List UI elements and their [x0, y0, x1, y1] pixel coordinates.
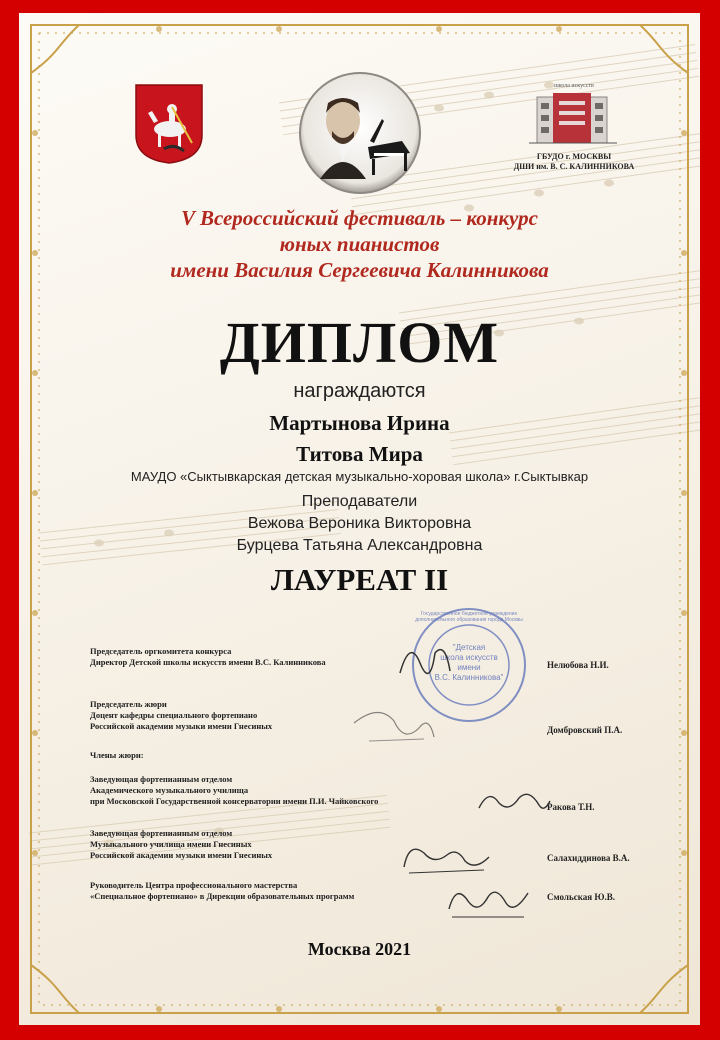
signature-role-line: Российской академии музыки имени Гнесиных — [90, 721, 273, 731]
school-logo-small-text: школа искусств — [554, 83, 594, 89]
signature-block-smolskaya — [90, 880, 354, 902]
school-logo — [509, 81, 639, 181]
signature-role-line: Заведующая фортепианным отделом — [90, 828, 233, 838]
stamp-inner-line3: имени — [457, 663, 481, 672]
signature-role-line: Российской академии музыки имени Гнесиных — [90, 850, 273, 860]
signature-block-organizer — [90, 646, 326, 668]
signature-block-rakova — [90, 774, 378, 807]
teacher-2: Бурцева Татьяна Александровна — [236, 537, 483, 554]
signature-block-salakhiddinova — [90, 828, 272, 861]
jury-members-text: Члены жюри: — [90, 750, 144, 760]
signature-role-line: Председатель оргкомитета конкурса — [90, 646, 232, 656]
award-title: ЛАУРЕАТ II — [270, 562, 449, 597]
handwritten-signature-3 — [474, 783, 554, 823]
composer-portrait-medallion — [298, 71, 422, 195]
signature-role-line: Председатель жюри — [90, 699, 167, 709]
signature-role-line: при Московской Государственной консерватории имени П.И. Чайковского — [90, 796, 379, 806]
handwritten-signature-5 — [444, 879, 534, 924]
signature-role-line: Директор Детской школы искусств имени В.С. Калинникова — [90, 657, 326, 667]
institution: МАУДО «Сыктывкарская детская музыкально-хоровая школа» г.Сыктывкар — [130, 469, 589, 484]
signature-name-smolskaya: Смольская Ю.В. — [547, 892, 616, 902]
school-logo-full: ДШИ им. В. С. КАЛИННИКОВА — [513, 162, 635, 171]
teacher-1: Вежова Вероника Викторовна — [247, 515, 472, 532]
stamp-inner-line1: "Детская — [452, 643, 486, 652]
awarded-text: награждаются — [293, 380, 426, 402]
signature-role-line: Академического музыкального училища — [90, 785, 249, 795]
school-logo-name: ГБУДО г. МОСКВЫ — [536, 152, 612, 161]
stamp-outer-text: Государственное бюджетное учреждение дополнительного образования города Москвы — [415, 611, 523, 623]
handwritten-signature-4 — [399, 835, 494, 880]
signature-role-line: Руководитель Центра профессионального мастерства — [90, 880, 298, 890]
signature-name-salakhiddinova: Салахиддинова В.А. — [547, 853, 630, 863]
diploma-title: ДИПЛОМ — [219, 310, 500, 375]
winner-name-1: Мартынова Ирина — [269, 411, 450, 435]
winner-name-2: Титова Мира — [296, 442, 423, 466]
handwritten-signature-2 — [349, 703, 439, 753]
city-year: Москва 2021 — [307, 939, 412, 959]
signature-name-nelyubova: Нелюбова Н.И. — [547, 660, 609, 670]
festival-title-line1: V Всероссийский фестиваль – конкурс — [181, 206, 538, 230]
stamp-inner-line4: В.С. Калинникова" — [434, 673, 504, 682]
signature-role-line: Заведующая фортепианным отделом — [90, 774, 233, 784]
stamp-inner-line2: школа искусств — [440, 653, 498, 662]
signature-role-line: «Специальное фортепиано» в Дирекции образовательных программ — [90, 891, 355, 901]
signature-role-line: Доцент кафедры специального фортепиано — [90, 710, 258, 720]
festival-title-line2: юных пианистов — [279, 232, 440, 256]
signature-block-jury-chair — [90, 699, 272, 732]
diploma-sheet — [19, 13, 700, 1025]
teachers-label: Преподаватели — [301, 493, 418, 510]
moscow-coat-of-arms-icon — [134, 83, 204, 165]
signature-role-line: Музыкального училища имени Гнесиных — [90, 839, 252, 849]
school-building-icon — [509, 91, 639, 147]
jury-members-label — [90, 750, 144, 761]
signature-name-rakova: Ракова Т.Н. — [547, 802, 595, 812]
handwritten-signature-1 — [395, 633, 455, 683]
signature-name-dombrovsky: Домбровский П.А. — [547, 725, 623, 735]
festival-title-line3: имени Василия Сергеевича Калинникова — [170, 258, 549, 282]
